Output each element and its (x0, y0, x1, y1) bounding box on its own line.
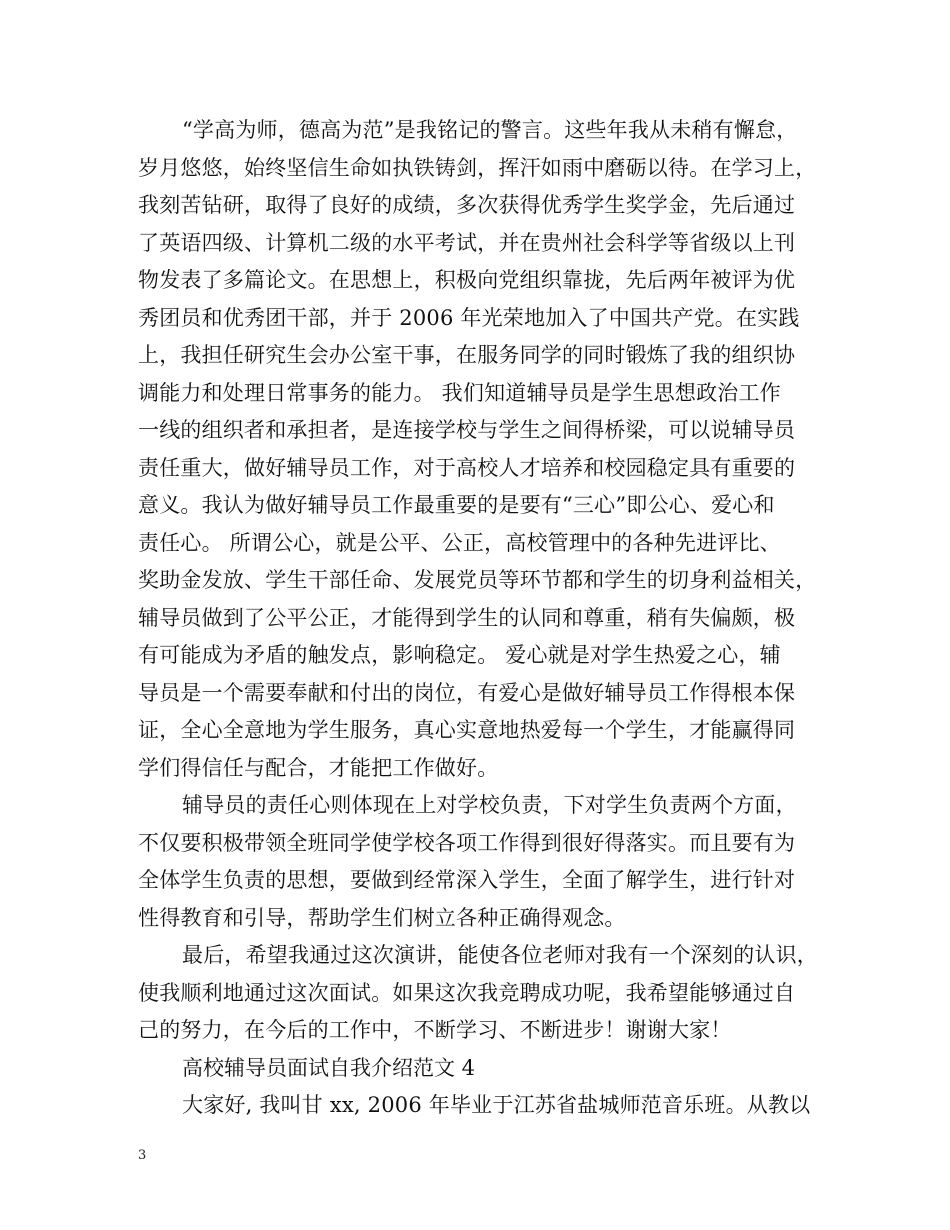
text-line: 责任重大，做好辅导员工作，对于高校人才培养和校园稳定具有重要的 (138, 455, 796, 480)
section-heading: 高校辅导员面试自我介绍范文 4 (182, 1055, 476, 1080)
text-line: 己的努力，在今后的工作中，不断学习、不断进步！谢谢大家！ (138, 1018, 732, 1042)
text-line: 一线的组织者和承担者，是连接学校与学生之间得桥梁，可以说辅导员 (138, 418, 796, 442)
paragraph-2 (138, 787, 828, 937)
paragraph-1 (138, 112, 828, 787)
text-line: 学们得信任与配合，才能把工作做好。 (138, 755, 499, 780)
text-line: 辅导员的责任心则体现在上对学校负责，下对学生负责两个方面， (182, 793, 797, 817)
text-line: 责任心。 所谓公心，就是公平、公正，高校管理中的各种先进评比、 (138, 530, 781, 555)
text-line: 我刻苦钻研，取得了良好的成绩，多次获得优秀学生奖学金，先后通过 (138, 193, 796, 217)
text-line: 证，全心全意地为学生服务，真心实意地热爱每一个学生，才能赢得同 (138, 718, 796, 742)
text-line: 奖助金发放、学生干部任命、发展党员等环节都和学生的切身利益相关， (138, 568, 817, 592)
text-line: 导员是一个需要奉献和付出的岗位，有爱心是做好辅导员工作得根本保 (138, 680, 796, 705)
paragraph-4 (138, 1087, 828, 1125)
text-line: 最后，希望我通过这次演讲，能使各位老师对我有一个深刻的认识， (182, 943, 818, 967)
text-line: 调能力和处理日常事务的能力。 我们知道辅导员是学生思想政治工作 (138, 380, 781, 405)
paragraph-3 (138, 937, 828, 1050)
page-number: 3 (138, 1148, 147, 1163)
document-body (138, 112, 828, 1125)
text-line: 意义。我认为做好辅导员工作最重要的是要有“三心”即公心、爱心和 (138, 493, 775, 517)
text-line: 辅导员做到了公平公正，才能得到学生的认同和尊重，稍有失偏颇，极 (138, 605, 796, 630)
text-line: 了英语四级、计算机二级的水平考试，并在贵州社会科学等省级以上刊 (138, 230, 796, 255)
text-line: 有可能成为矛盾的触发点，影响稳定。 爱心就是对学生热爱之心，辅 (138, 643, 781, 667)
text-line: 物发表了多篇论文。在思想上，积极向党组织靠拢，先后两年被评为优 (138, 268, 796, 292)
text-line: 岁月悠悠，始终坚信生命如执铁铸剑，挥汗如雨中磨砺以待。在学习上， (138, 155, 817, 180)
text-line: 不仅要积极带领全班同学使学校各项工作得到很好得落实。而且要有为 (138, 830, 796, 855)
text-line: 全体学生负责的思想，要做到经常深入学生，全面了解学生，进行针对 (138, 868, 796, 892)
text-line: 秀团员和优秀团干部，并于 2006 年光荣地加入了中国共产党。在实践 (138, 305, 800, 330)
text-line: 性得教育和引导，帮助学生们树立各种正确得观念。 (138, 905, 626, 930)
text-line: 使我顺利地通过这次面试。如果这次我竞聘成功呢，我希望能够通过自 (138, 980, 796, 1005)
text-line: “学高为师，德高为范”是我铭记的警言。这些年我从未稍有懈怠， (182, 118, 798, 142)
text-line: 大家好, 我叫甘 xx, 2006 年毕业于江苏省盐城师范音乐班。从教以 (182, 1093, 811, 1117)
text-line: 上，我担任研究生会办公室干事，在服务同学的同时锻炼了我的组织协 (138, 343, 796, 367)
